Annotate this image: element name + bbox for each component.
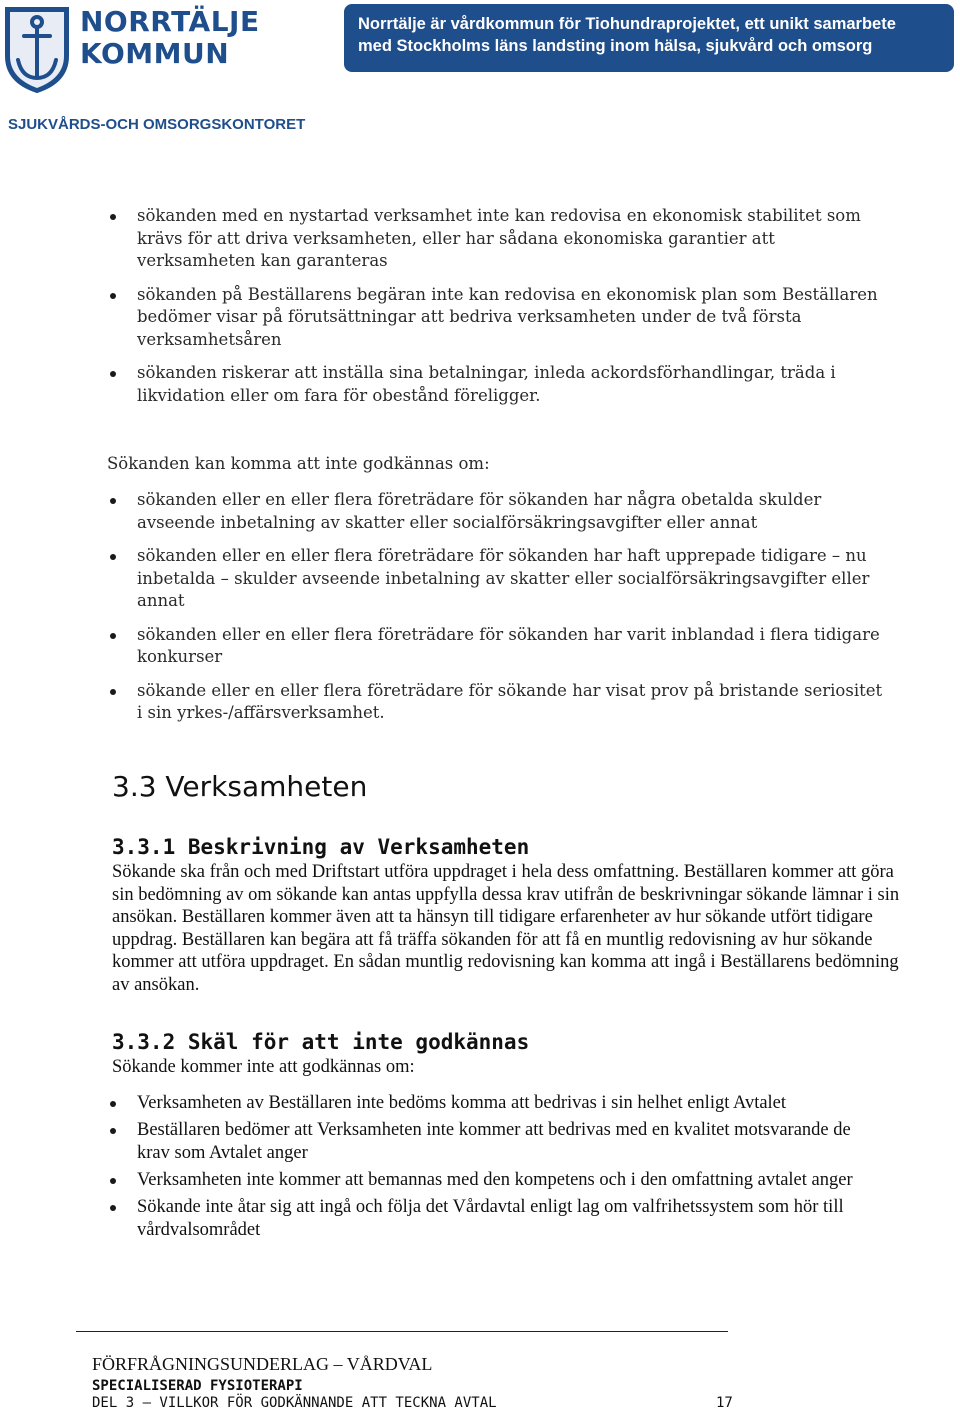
subsection-heading-2: 3.3.2 Skäl för att inte godkännas (112, 1030, 530, 1054)
page-header (0, 0, 960, 145)
header-banner (344, 4, 954, 72)
subsection-heading-1: 3.3.1 Beskrivning av Verksamheten (112, 835, 530, 859)
section-heading: 3.3 Verksamheten (112, 770, 368, 803)
org-name-line1: NORRTÄLJE (80, 5, 260, 38)
list-intro: Sökanden kan komma att inte godkännas om: (107, 454, 490, 473)
footer-divider (76, 1331, 728, 1332)
banner-line2: med Stockholms läns landsting inom hälsa, sjukvård och omsorg (358, 37, 873, 55)
subsection-paragraph: Sökande ska från och med Driftstart utföra uppdraget i hela dess omfattning. Beställaren kommer att göra sin bedömning av om sökande kan antas uppfylla dessa krav utifrån de beskrivningar sökande lämnar i sin ansökan. Beställaren kommer även att ta hänsyn till tidigare erfarenheter av hur sökande utfört tidigare uppdrag. Beställaren kan begära att få träffa sökanden för att få en muntlig redovisning av hur sökande kommer att utföra uppdraget. En sådan muntlig redovisning kan komma att ingå i Beställarens bedömning av ansökan. (112, 862, 900, 995)
list-item: sökande eller en eller flera företrädare för sökande har visat prov på bristande seriositet i sin yrkes-/affärsverksamhet. (107, 680, 887, 725)
list-item: sökanden eller en eller flera företrädare för sökanden har några obetalda skulder avseende inbetalning av skatter eller socialförsäkringsavgifter eller annat (107, 489, 887, 534)
list-item: sökanden på Beställarens begäran inte kan redovisa en ekonomisk plan som Beställaren bedömer visar på förutsättningar att bedriva verksamheten under de två första verksamhetsåren (107, 284, 887, 352)
rejection-criteria-list-3 (107, 1092, 867, 1246)
department-label: SJUKVÅRDS-OCH OMSORGSKONTORET (8, 116, 306, 133)
list-item: sökanden riskerar att inställa sina betalningar, inleda ackordsförhandlingar, träda i likvidation eller om fara för obestånd föreligger. (107, 362, 887, 407)
rejection-criteria-list-1 (107, 205, 887, 418)
subsection-intro: Sökande kommer inte att godkännas om: (112, 1057, 415, 1077)
rejection-criteria-list-2 (107, 489, 887, 736)
anchor-shield-icon (2, 4, 72, 94)
list-item: sökanden eller en eller flera företrädare för sökanden har haft upprepade tidigare – nu inbetalda – skulder avseende inbetalning av skatter eller socialförsäkringsavgifter eller annat (107, 545, 887, 613)
list-item: Verksamheten inte kommer att bemannas med den kompetens och i den omfattning avtalet anger (107, 1169, 867, 1192)
banner-line1: Norrtälje är vårdkommun för Tiohundraprojektet, ett unikt samarbete (358, 15, 896, 33)
list-item: sökanden eller en eller flera företrädare för sökanden har varit inblandad i flera tidigare konkurser (107, 624, 887, 669)
footer-part: DEL 3 – VILLKOR FÖR GODKÄNNANDE ATT TECKNA AVTAL (92, 1395, 497, 1411)
list-item: Sökande inte åtar sig att ingå och följa det Vårdavtal enligt lag om valfrihetssystem som hör till vårdvalsområdet (107, 1196, 867, 1242)
footer-subtitle: SPECIALISERAD FYSIOTERAPI (92, 1378, 303, 1394)
list-item: Beställaren bedömer att Verksamheten inte kommer att bedrivas med en kvalitet motsvarande de krav som Avtalet anger (107, 1119, 867, 1165)
page-number: 17 (716, 1395, 733, 1411)
list-item: sökanden med en nystartad verksamhet inte kan redovisa en ekonomisk stabilitet som krävs för att driva verksamheten, eller har sådana ekonomiska garantier att verksamheten kan garanteras (107, 205, 887, 273)
list-item: Verksamheten av Beställaren inte bedöms komma att bedrivas i sin helhet enligt Avtalet (107, 1092, 867, 1115)
footer-title: FÖRFRÅGNINGSUNDERLAG – VÅRDVAL (92, 1354, 433, 1374)
org-name (80, 6, 260, 70)
org-name-line2: KOMMUN (80, 37, 230, 70)
